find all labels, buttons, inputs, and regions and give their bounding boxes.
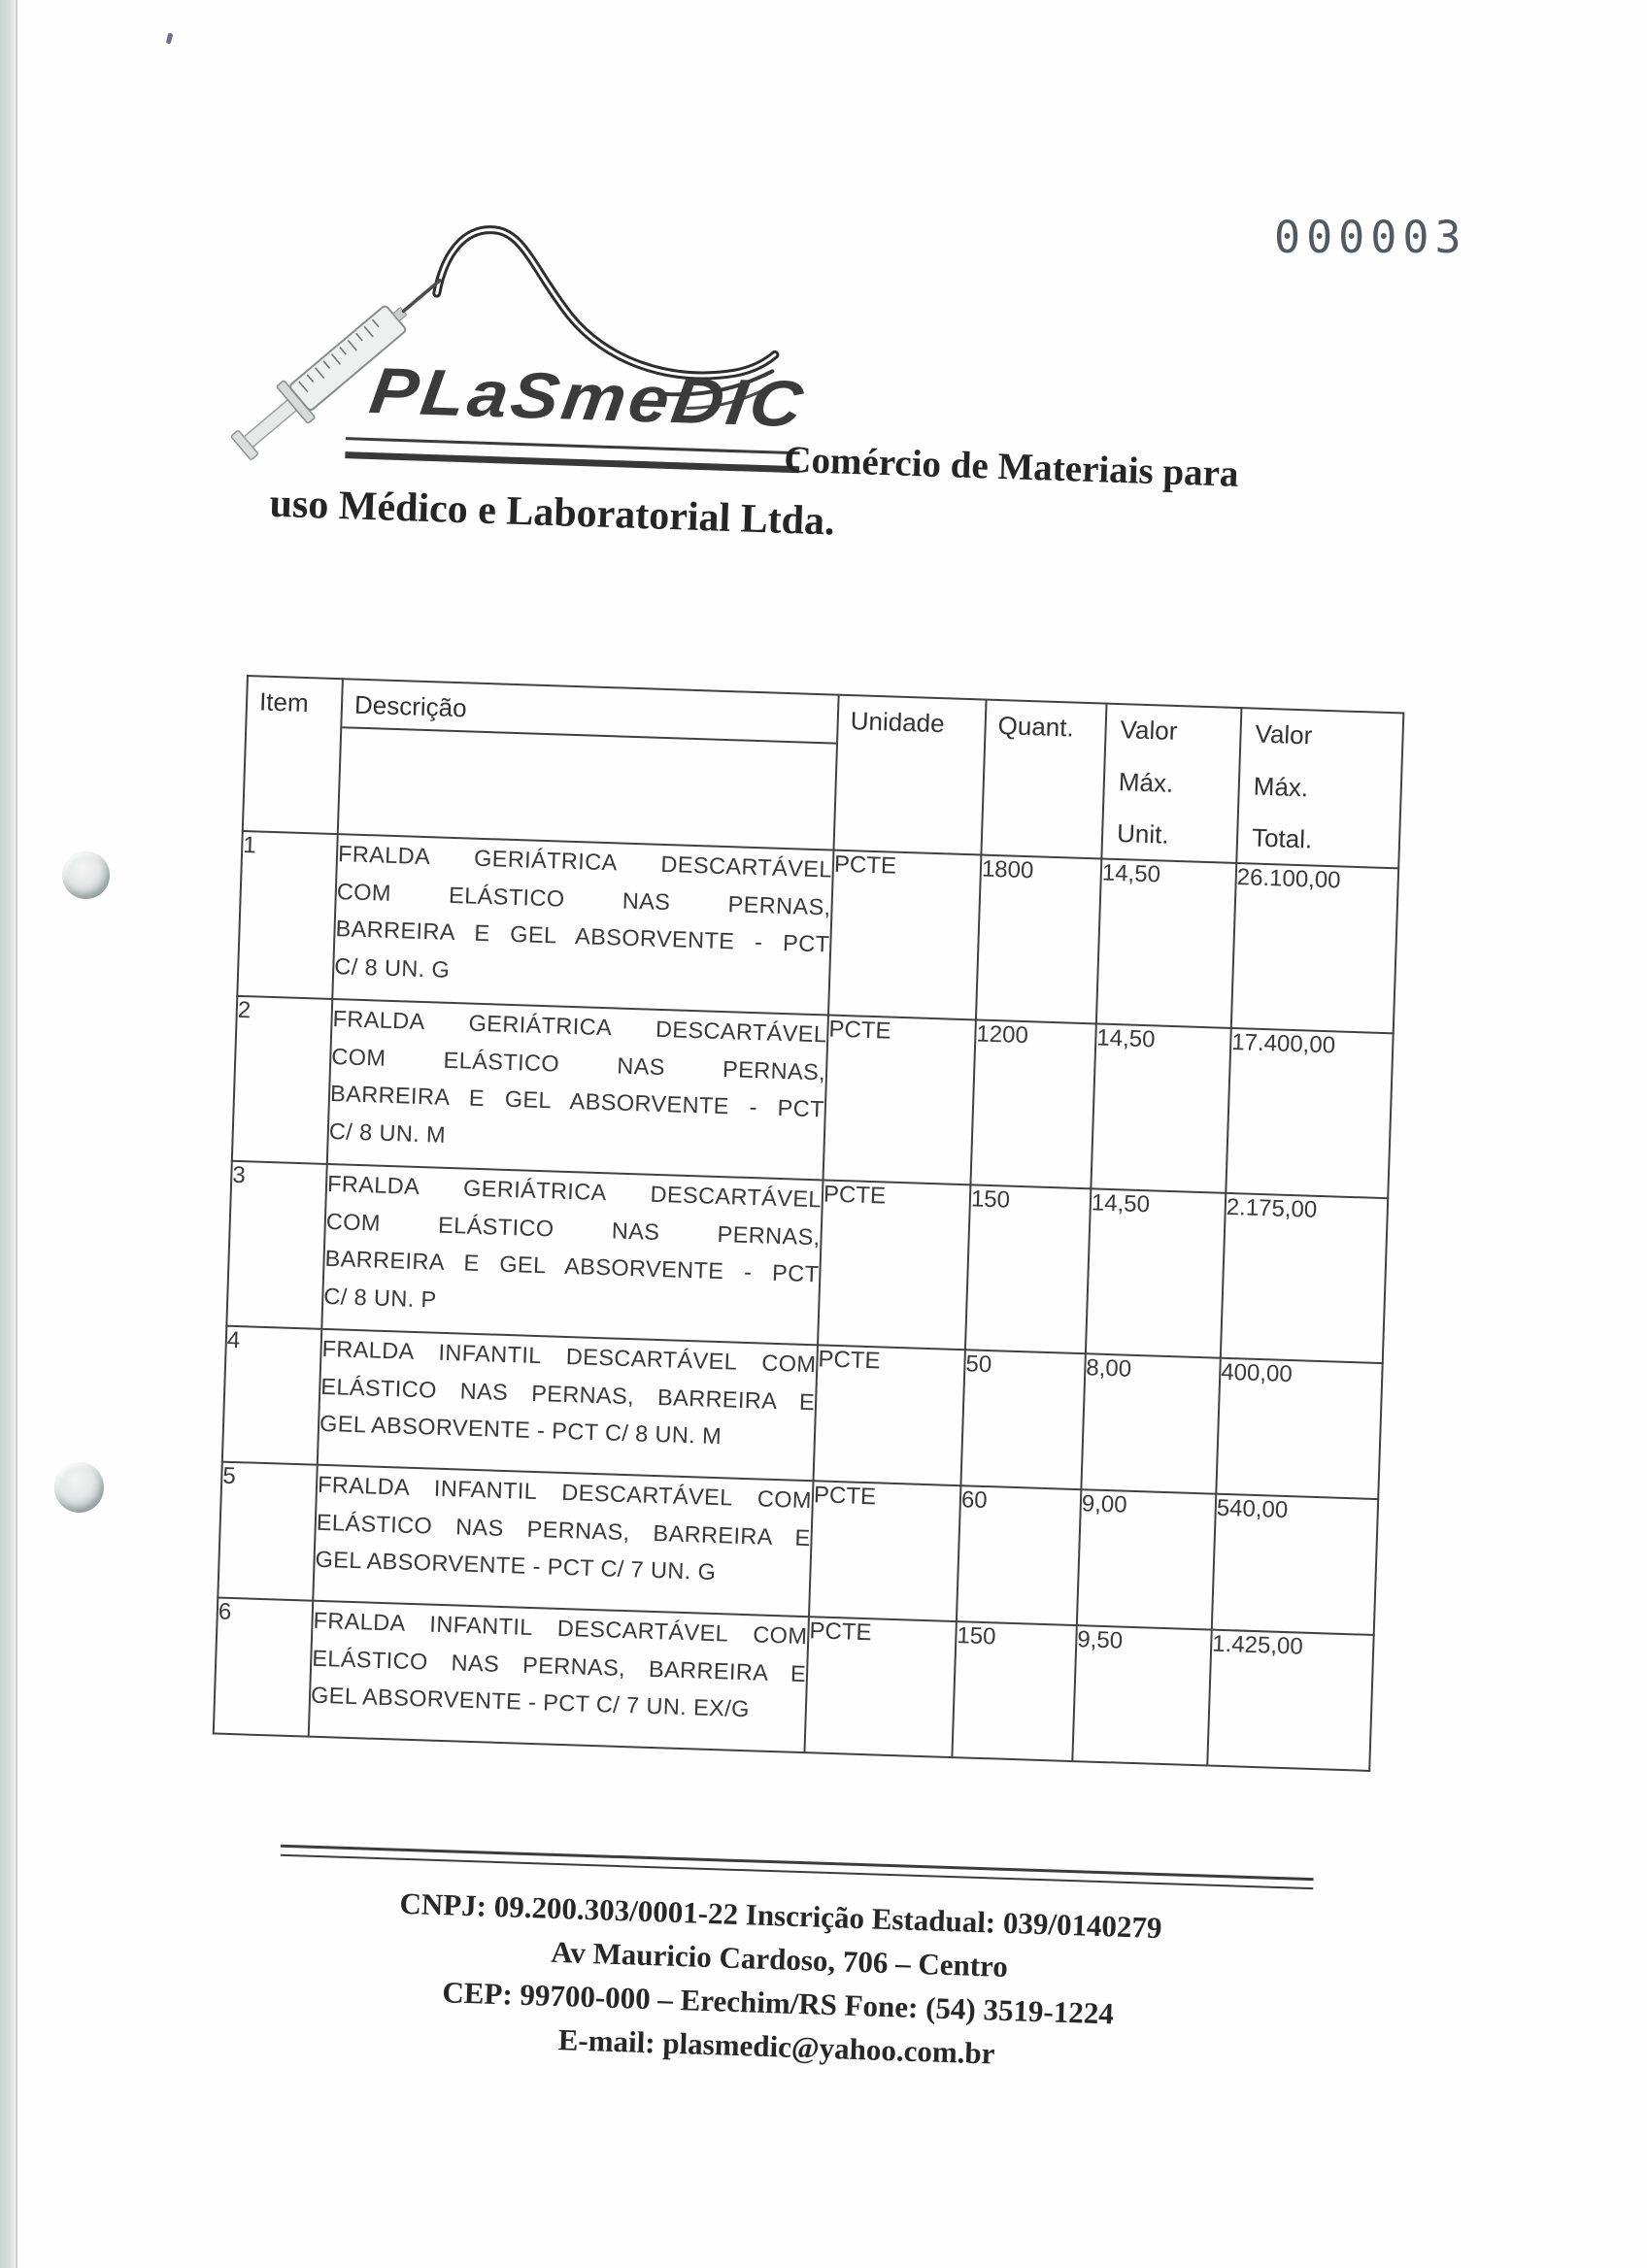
item-number: 4 — [222, 1326, 321, 1465]
item-quant: 60 — [957, 1485, 1081, 1625]
header-unidade-label: Unidade — [850, 706, 946, 739]
item-number: 2 — [232, 996, 332, 1164]
description-line: COM ELÁSTICO NAS PERNAS, — [336, 878, 832, 920]
item-valor-total: 2.175,00 — [1221, 1193, 1388, 1363]
item-valor-unit: 9,50 — [1072, 1625, 1211, 1765]
description-line: ELÁSTICO NAS PERNAS, BARREIRA E — [316, 1509, 812, 1551]
header-valor-total-line: Máx. — [1253, 771, 1309, 802]
item-unidade: PCTE — [814, 1345, 965, 1485]
item-description — [321, 1164, 823, 1345]
header-valor-unit-line: Unit. — [1116, 818, 1170, 850]
item-unidade: PCTE — [828, 850, 981, 1020]
item-valor-total: 1.425,00 — [1207, 1630, 1373, 1771]
description-line: C/ 8 UN. M — [328, 1117, 447, 1148]
description-line: ELÁSTICO NAS PERNAS, BARREIRA E — [311, 1645, 807, 1686]
item-valor-total: 400,00 — [1216, 1358, 1382, 1499]
footer-contact-block — [232, 1876, 1325, 2085]
item-valor-total: 26.100,00 — [1231, 863, 1398, 1033]
item-unidade: PCTE — [824, 1016, 976, 1185]
page-number-stamp: 000003 — [1274, 212, 1467, 263]
item-unidade: PCTE — [804, 1617, 956, 1757]
header-descricao — [338, 679, 839, 850]
company-name-line-2: uso Médico e Laboratorial Ltda. — [268, 481, 836, 545]
item-unidade: PCTE — [809, 1481, 960, 1621]
description-line: C/ 8 UN. P — [322, 1283, 438, 1313]
description-line: ELÁSTICO NAS PERNAS, BARREIRA E — [319, 1373, 816, 1415]
description-line: GEL ABSORVENTE - PCT C/ 8 UN. M — [319, 1410, 723, 1450]
item-description — [327, 999, 828, 1180]
footer-address-line: Av Mauricio Cardoso, 706 – Centro — [550, 1934, 1009, 1984]
item-description — [318, 1329, 818, 1481]
item-number: 3 — [226, 1161, 326, 1329]
description-line: FRALDA INFANTIL DESCARTÁVEL COM — [321, 1335, 817, 1378]
description-line: BARREIRA E GEL ABSORVENTE - PCT — [324, 1245, 820, 1287]
item-valor-total: 540,00 — [1212, 1494, 1378, 1635]
description-line: FRALDA GERIÁTRICA DESCARTÁVEL — [337, 841, 833, 883]
header-valor-unit-line: Máx. — [1118, 766, 1174, 798]
item-number: 6 — [214, 1598, 313, 1737]
header-quant — [981, 700, 1106, 859]
item-number: 5 — [218, 1462, 317, 1601]
item-quant: 150 — [952, 1621, 1076, 1761]
item-valor-unit: 9,00 — [1077, 1489, 1216, 1629]
item-quant: 50 — [960, 1350, 1085, 1489]
footer-cnpj-line: CNPJ: 09.200.303/0001-22 Inscrição Estadual: 039/0140279 — [398, 1885, 1163, 1946]
header-item-label: Item — [258, 686, 310, 718]
header-valor-unit — [1101, 704, 1241, 863]
header-item — [243, 676, 343, 834]
company-name-line-1: Comércio de Materiais para — [783, 438, 1240, 495]
header-valor-unit-lines — [1102, 705, 1240, 862]
item-quant: 1200 — [970, 1019, 1095, 1188]
item-description — [332, 834, 833, 1015]
header-descricao-label: Descrição — [353, 689, 468, 723]
footer-email-line: E-mail: plasmedic@yahoo.com.br — [557, 2022, 996, 2071]
description-line: FRALDA INFANTIL DESCARTÁVEL COM — [317, 1471, 813, 1514]
description-line: FRALDA INFANTIL DESCARTÁVEL COM — [313, 1607, 808, 1650]
item-valor-unit: 14,50 — [1096, 859, 1236, 1028]
description-line: GEL ABSORVENTE - PCT C/ 7 UN. G — [315, 1546, 717, 1585]
item-quant: 150 — [965, 1184, 1091, 1353]
description-line: COM ELÁSTICO NAS PERNAS, — [325, 1208, 822, 1250]
item-quant: 1800 — [976, 855, 1101, 1024]
description-line: FRALDA GERIÁTRICA DESCARTÁVEL — [326, 1170, 823, 1213]
footer-cep-phone-line: CEP: 99700-000 – Erechim/RS Fone: (54) 3519-1224 — [441, 1975, 1115, 2031]
item-description — [313, 1465, 813, 1617]
item-valor-unit: 14,50 — [1091, 1023, 1230, 1192]
header-valor-total-line: Total. — [1251, 822, 1313, 854]
header-unidade — [833, 695, 986, 855]
items-table — [213, 675, 1405, 1772]
item-description — [309, 1601, 809, 1752]
description-line: FRALDA GERIÁTRICA DESCARTÁVEL — [332, 1006, 827, 1048]
item-unidade: PCTE — [818, 1180, 970, 1350]
header-valor-unit-line: Valor — [1120, 715, 1178, 746]
header-quant-label: Quant. — [997, 711, 1075, 743]
header-valor-total-lines — [1237, 709, 1402, 867]
description-line: BARREIRA E GEL ABSORVENTE - PCT — [335, 916, 830, 957]
header-valor-total-line: Valor — [1255, 718, 1313, 750]
header-valor-total — [1236, 708, 1403, 868]
item-number: 1 — [237, 831, 337, 999]
brand-logotype: PLaSmeDIC — [365, 354, 810, 442]
description-line: COM ELÁSTICO NAS PERNAS, — [330, 1043, 826, 1084]
item-valor-unit: 14,50 — [1086, 1188, 1226, 1357]
description-line: C/ 8 UN. G — [333, 952, 451, 983]
description-line: GEL ABSORVENTE - PCT C/ 7 UN. EX/G — [310, 1682, 751, 1722]
item-valor-total: 17.400,00 — [1226, 1028, 1393, 1198]
item-valor-unit: 8,00 — [1081, 1353, 1220, 1493]
description-line: BARREIRA E GEL ABSORVENTE - PCT — [329, 1081, 825, 1122]
